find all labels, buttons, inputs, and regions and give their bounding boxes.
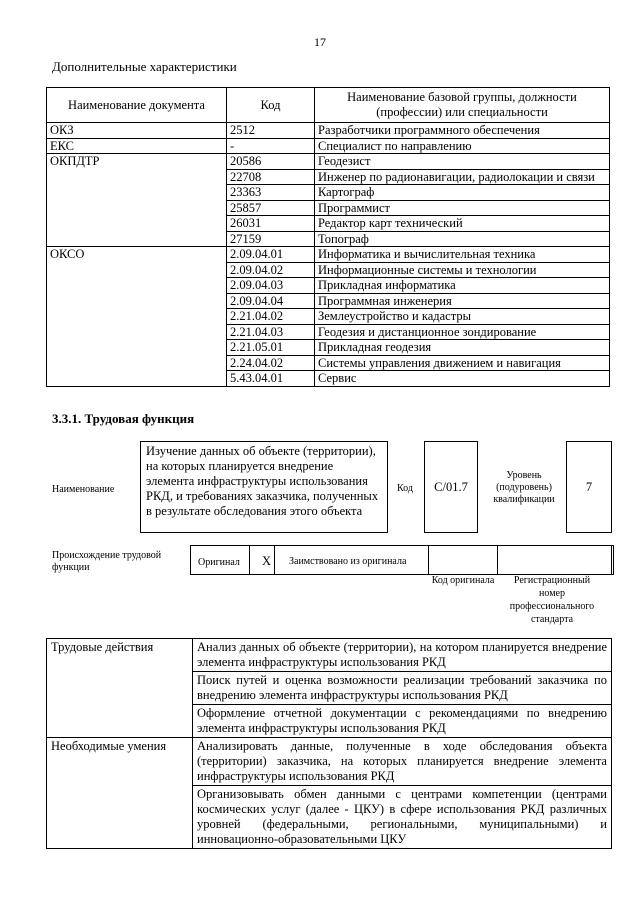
header-document: Наименование документа [47,88,227,123]
name-cell: Прикладная информатика [315,278,610,294]
code-cell: 25857 [227,200,315,216]
labor-actions-item: Анализ данных об объекте (территории), на котором планируется внедрение элемента инфраструктуры использования РКД [193,639,612,672]
function-name-box: Изучение данных об объекте (территории), на которых планируется внедрение элемента инфраструктуры использования РКД, и требованиях заказчика, полученных в результате обследования этого объекта [140,441,388,533]
code-cell: 2512 [227,123,315,139]
name-cell: Сервис [315,371,610,387]
code-cell: 20586 [227,154,315,170]
name-cell: Программная инженерия [315,293,610,309]
code-cell: 22708 [227,169,315,185]
table-row [47,639,612,672]
code-cell: 23363 [227,185,315,201]
actions-skills-table [46,638,612,849]
section-title: 3.3.1. Трудовая функция [52,411,195,426]
document-cell: ОКЗ [47,123,227,139]
name-cell: Инженер по радионавигации, радиолокации и связи [315,169,610,185]
code-cell: 26031 [227,216,315,232]
name-cell: Топограф [315,231,610,247]
code-cell: 2.09.04.02 [227,262,315,278]
name-cell: Геодезия и дистанционное зондирование [315,324,610,340]
code-cell: 2.21.05.01 [227,340,315,356]
table-row [47,123,610,139]
origin-reg-caption: Регистрационный номер профессионального стандарта [509,575,595,625]
required-skills-item: Организовывать обмен данными с центрами компетенции (центрами космических услуг (далее - ЦКУ) в сфере использования РКД различных уровней (федеральными, региональными, муниципальными) и инновационно-образовательными ЦКУ [193,786,612,849]
labor-actions-label: Трудовые действия [47,639,193,738]
code-cell: - [227,138,315,154]
name-cell: Информационные системы и технологии [315,262,610,278]
table-row [47,247,610,263]
level-label: Уровень (подуровень) квалификации [493,470,555,505]
classification-table [46,87,610,387]
labor-actions-item: Поиск путей и оценка возможности реализации требований заказчика по внедрению элемента инфраструктуры использования РКД [193,672,612,705]
origin-original-label: Оригинал [198,557,240,568]
name-cell: Системы управления движением и навигация [315,355,610,371]
name-cell: Прикладная геодезия [315,340,610,356]
required-skills-item: Анализировать данные, полученные в ходе обследования объекта (территории) заказчика, на которых планируется внедрение элемента инфраструктуры использования РКД [193,738,612,786]
additional-characteristics-heading: Дополнительные характеристики [52,59,237,74]
labor-actions-item: Оформление отчетной документации с рекомендациями по внедрению элемента инфраструктуры использования РКД [193,705,612,738]
table-row [47,138,610,154]
code-cell: 27159 [227,231,315,247]
name-label: Наименование [52,484,115,495]
header-code: Код [227,88,315,123]
origin-label: Происхождение трудовой функции [52,550,162,573]
code-cell: 2.09.04.01 [227,247,315,263]
level-value-box: 7 [566,441,612,533]
document-cell: ОКСО [47,247,227,387]
code-cell: 5.43.04.01 [227,371,315,387]
header-name: Наименование базовой группы, должности (профессии) или специальности [315,88,610,123]
function-code-box: C/01.7 [424,441,478,533]
name-cell: Редактор карт технический [315,216,610,232]
origin-original-mark: X [262,554,272,568]
required-skills-label: Необходимые умения [47,738,193,849]
code-cell: 2.24.04.02 [227,355,315,371]
table-row [47,154,610,170]
name-cell: Специалист по направлению [315,138,610,154]
table-row [47,738,612,786]
code-cell: 2.21.04.02 [227,309,315,325]
document-cell: ЕКС [47,138,227,154]
table-header-row [47,88,610,123]
document-cell: ОКПДТР [47,154,227,247]
name-cell: Информатика и вычислительная техника [315,247,610,263]
name-cell: Геодезист [315,154,610,170]
name-cell: Разработчики программного обеспечения [315,123,610,139]
origin-borrowed-label: Заимствовано из оригинала [289,556,407,567]
page-number: 17 [314,35,326,49]
code-label: Код [397,483,413,494]
name-cell: Землеустройство и кадастры [315,309,610,325]
code-cell: 2.09.04.03 [227,278,315,294]
code-cell: 2.09.04.04 [227,293,315,309]
name-cell: Программист [315,200,610,216]
code-cell: 2.21.04.03 [227,324,315,340]
name-cell: Картограф [315,185,610,201]
origin-code-caption: Код оригинала [431,575,495,586]
